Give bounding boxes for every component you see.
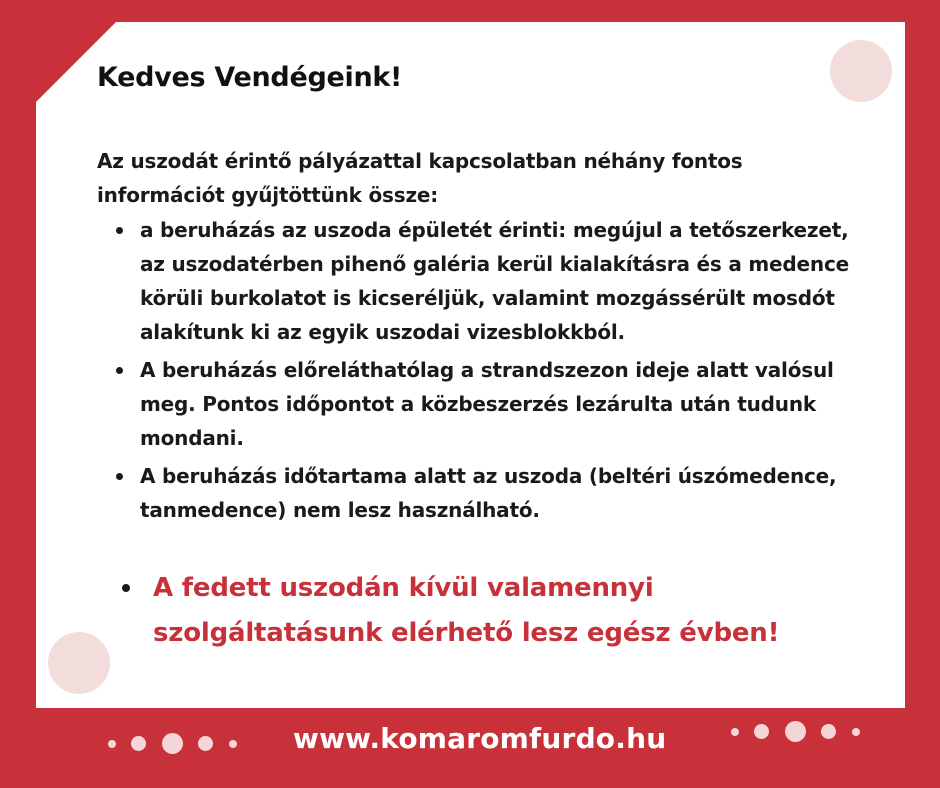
decorative-circle-bottom-left: [48, 632, 110, 694]
list-item: a beruházás az uszoda épületét érinti: megújul a tetőszerkezet, az uszodatérben pihenő galéria kerül kialakításra és a medence körüli burkolatot is kicseréljük, valamint mozgássérült mosdót alakítunk ki az egyik uszodai vizesblokkból.: [140, 213, 860, 349]
decorative-dot: [785, 721, 806, 742]
decorative-dot: [162, 733, 183, 754]
highlight-item: A fedett uszodán kívül valamennyi szolgáltatásunk elérhető lesz egész évben!: [153, 566, 853, 656]
info-list: [140, 213, 860, 531]
website-link[interactable]: www.komaromfurdo.hu: [293, 722, 667, 755]
decorative-dot: [108, 740, 116, 748]
decorative-dot: [198, 736, 213, 751]
list-item: A beruházás időtartama alatt az uszoda (beltéri úszómedence, tanmedence) nem lesz használható.: [140, 459, 860, 527]
decorative-dot: [821, 724, 836, 739]
decorative-dot: [131, 736, 146, 751]
decorative-circle-top-right: [830, 40, 892, 102]
decorative-dot: [852, 728, 860, 736]
decorative-dot: [229, 740, 237, 748]
list-item: A beruházás előreláthatólag a strandszezon ideje alatt valósul meg. Pontos időpontot a közbeszerzés lezárulta után tudunk mondani.: [140, 353, 860, 455]
highlight-list: [153, 566, 853, 656]
decorative-dot: [754, 724, 769, 739]
greeting-heading: Kedves Vendégeink!: [97, 62, 403, 93]
decorative-dot: [731, 728, 739, 736]
intro-paragraph: Az uszodát érintő pályázattal kapcsolatban néhány fontos információt gyűjtöttünk össze:: [97, 149, 743, 207]
